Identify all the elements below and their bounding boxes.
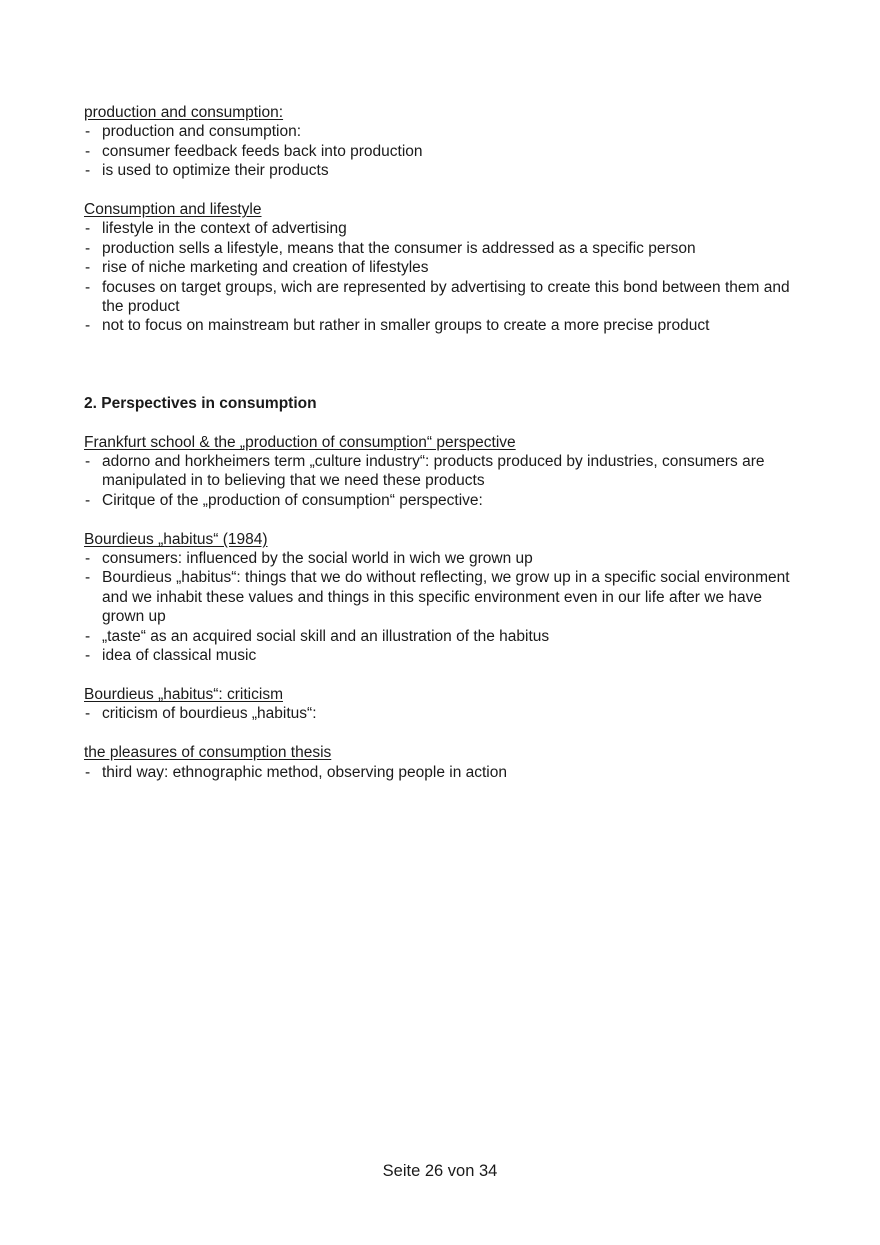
- list-item: - consumer feedback feeds back into production: [85, 142, 423, 160]
- list-item: - idea of classical music: [85, 647, 257, 665]
- list-item: - „taste“ as an acquired social skill and an illustration of the habitus: [85, 627, 550, 645]
- subheading-habitus-criticism: Bourdieus „habitus“: criticism: [84, 685, 283, 703]
- subheading-frankfurt-school: Frankfurt school & the „production of consumption“ perspective: [84, 433, 516, 451]
- list-item: - criticism of bourdieus „habitus“:: [85, 705, 317, 723]
- bullet-list: [84, 763, 804, 782]
- list-item: - production sells a lifestyle, means that the consumer is addressed as a specific person: [85, 239, 696, 257]
- list-item: - lifestyle in the context of advertising: [85, 220, 347, 238]
- bullet-list: [84, 122, 804, 180]
- list-item: - focuses on target groups, wich are represented by advertising to create this bond between them and the product: [85, 278, 790, 316]
- subheading-consumption-lifestyle: Consumption and lifestyle: [84, 201, 262, 219]
- list-item: - is used to optimize their products: [85, 162, 329, 180]
- list-item: - Ciritque of the „production of consumption“ perspective:: [85, 491, 483, 509]
- list-item: - rise of niche marketing and creation of lifestyles: [85, 259, 429, 277]
- subheading-production-consumption: production and consumption:: [84, 104, 284, 121]
- list-item: - adorno and horkheimers term „culture industry“: products produced by industries, consumers are manipulated in to believing that we need these products: [85, 453, 765, 490]
- list-item: - not to focus on mainstream but rather in smaller groups to create a more precise product: [85, 317, 710, 335]
- list-item: - consumers: influenced by the social world in wich we grown up: [85, 550, 533, 568]
- subheading-bourdieus-habitus: Bourdieus „habitus“ (1984): [84, 530, 268, 548]
- list-item: - Bourdieus „habitus“: things that we do without reflecting, we grow up in a specific social environment and we inhabit these values and things in this specific environment even in our life after we have grown up: [85, 569, 790, 626]
- list-item: - third way: ethnographic method, observing people in action: [85, 763, 507, 781]
- section-title: 2. Perspectives in consumption: [84, 394, 317, 412]
- bullet-list: [84, 549, 804, 665]
- bullet-list: [84, 219, 804, 335]
- document-page: [84, 103, 804, 782]
- subheading-pleasures-thesis: the pleasures of consumption thesis: [84, 744, 332, 762]
- bullet-list: [84, 704, 804, 723]
- page-number-footer: Seite 26 von 34: [382, 1162, 498, 1180]
- bullet-list: [84, 452, 804, 510]
- list-item: - production and consumption:: [85, 123, 302, 141]
